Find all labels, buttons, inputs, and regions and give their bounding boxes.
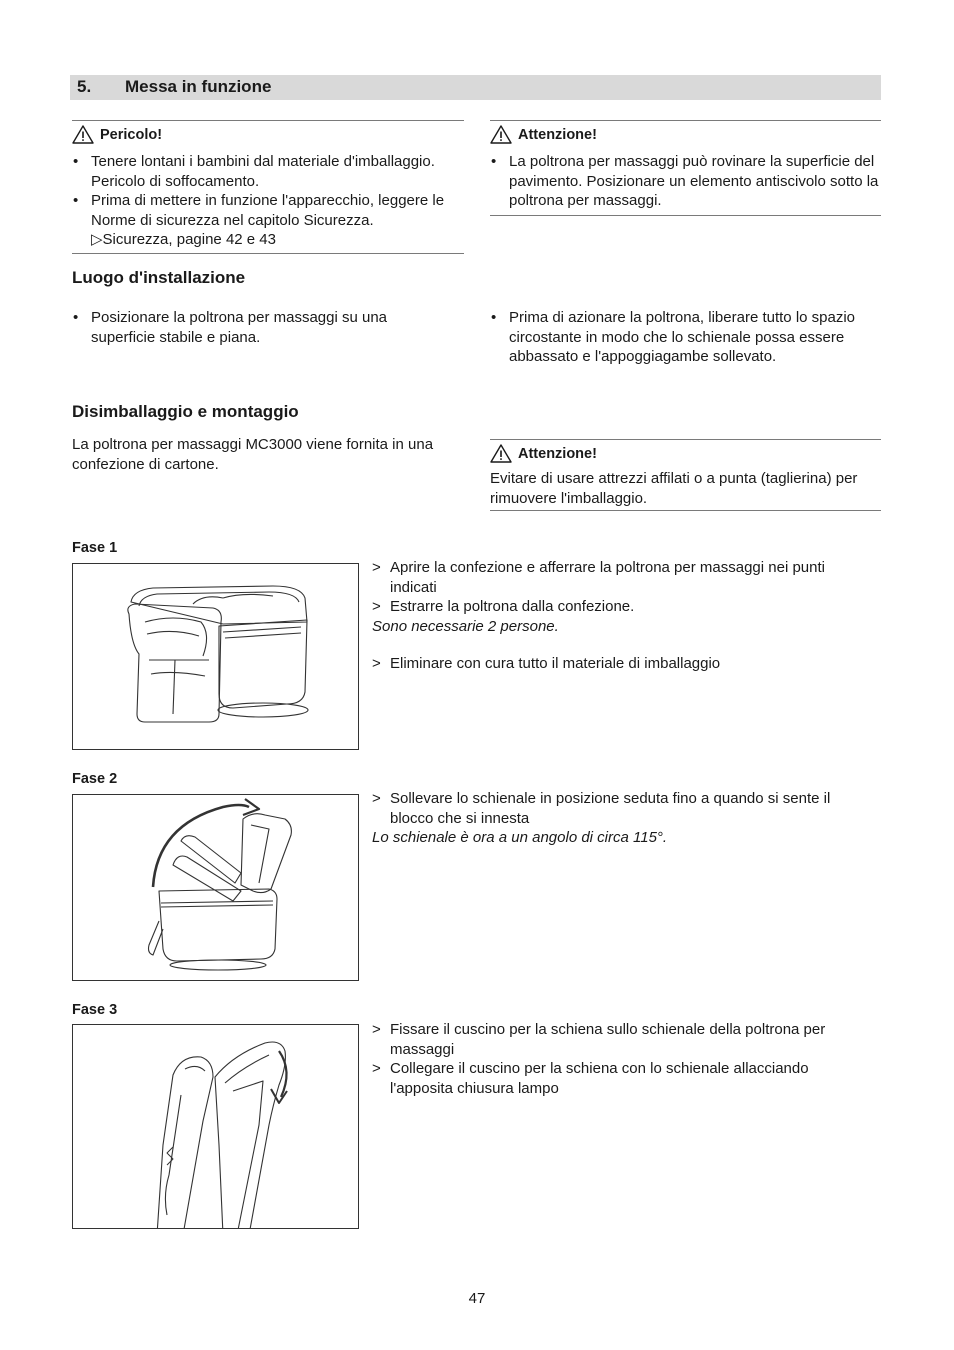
step-note: Lo schienale è ora a un angolo di circa 115°. [372,829,668,846]
section-title: Messa in funzione [125,77,272,96]
list-item: > Eliminare con cura tutto il materiale di imballaggio [372,654,872,674]
attention-list [490,152,883,211]
danger-list [72,152,466,230]
step-2-list [372,789,872,828]
warning-triangle-icon [72,125,94,144]
list-item: • Tenere lontani i bambini dal materiale d'imballaggio. Pericolo di soffocamento. [72,152,466,191]
attention-box-1 [490,125,883,211]
list-item: • Prima di azionare la poltrona, liberare tutto lo spazio circostante in modo che lo schienale possa essere abbassato e l'appoggiagambe sollevato. [490,308,882,367]
list-item: > Estrarre la poltrona dalla confezione. [372,597,872,617]
armchair-illustration [73,564,358,749]
page-number: 47 [468,1290,486,1307]
attention-heading: Attenzione! [518,126,597,143]
list-item: • Posizionare la poltrona per massaggi su una superficie stabile e piana. [72,308,452,347]
installation-left-list [72,308,452,347]
step-label: Fase 1 [72,540,118,556]
attention-heading-row [490,125,883,144]
installation-heading: Luogo d'installazione [72,268,246,287]
step-3-illustration [72,1024,359,1229]
divider [490,215,881,216]
list-item: > Fissare il cuscino per la schiena sullo schienale della poltrona per massaggi [372,1020,872,1059]
backrest-raise-illustration [73,795,358,980]
step-1-instructions [372,558,872,674]
list-item: > Aprire la confezione e afferrare la poltrona per massaggi nei punti indicati [372,558,872,597]
list-item: > Sollevare lo schienale in posizione seduta fino a quando si sente il blocco che si innesta [372,789,872,828]
divider [490,510,881,511]
section-header-bar [70,75,881,100]
attention-heading-row [490,444,883,463]
list-item: > Collegare il cuscino per la schiena con lo schienale allacciando l'apposita chiusura lampo [372,1059,872,1098]
installation-right-list [490,308,882,367]
danger-heading-row [72,125,466,144]
danger-box [72,125,466,250]
danger-heading: Pericolo! [100,126,163,143]
step-1-illustration [72,563,359,750]
unpacking-heading: Disimballaggio e montaggio [72,402,299,421]
divider [490,439,881,440]
step-1-list [372,558,872,617]
attention-box-2 [490,444,883,508]
step-note: Sono necessarie 2 persone. [372,617,559,635]
step-1-list-after [372,654,872,674]
step-2-illustration [72,794,359,981]
back-cushion-illustration [73,1025,358,1228]
attention-text: Evitare di usare attrezzi affilati o a punta (taglierina) per rimuovere l'imballaggio. [490,470,858,507]
step-label: Fase 2 [72,771,118,787]
step-3-instructions [372,1020,872,1098]
danger-reference: ▷Sicurezza, pagine 42 e 43 [91,231,276,248]
list-item: • Prima di mettere in funzione l'apparecchio, leggere le Norme di sicurezza nel capitolo Sicurezza. [72,191,466,230]
unpacking-intro: La poltrona per massaggi MC3000 viene fornita in una confezione di cartone. [72,436,434,473]
step-label: Fase 3 [72,1002,118,1018]
list-item: • La poltrona per massaggi può rovinare la superficie del pavimento. Posizionare un elemento antiscivolo sotto la poltrona per massaggi. [490,152,883,211]
attention-heading: Attenzione! [518,445,597,462]
divider [72,120,464,121]
divider [72,253,464,254]
step-2-instructions [372,789,872,848]
warning-triangle-icon [490,125,512,144]
divider [490,120,881,121]
section-number: 5. [77,77,92,96]
step-3-list [372,1020,872,1098]
warning-triangle-icon [490,444,512,463]
